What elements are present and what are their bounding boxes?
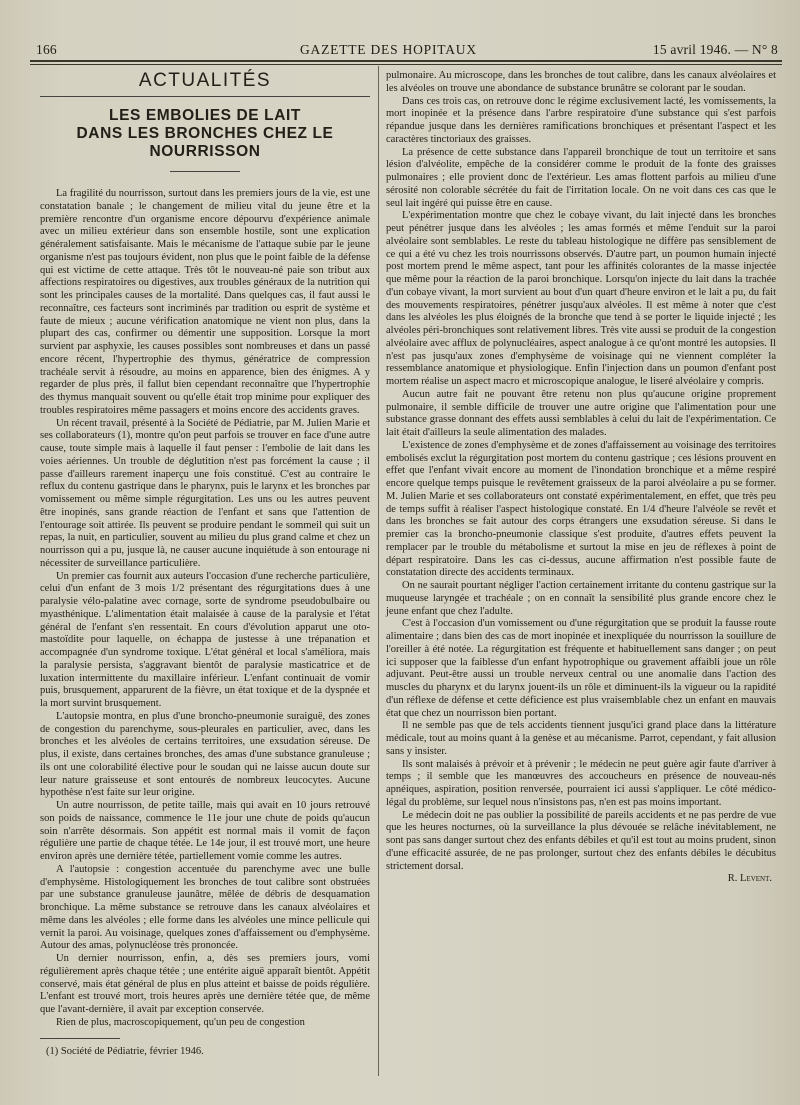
column-divider xyxy=(378,66,379,1076)
paragraph: Un récent travail, présenté à la Société de Pédiatrie, par M. Julien Marie et ses collaborateurs (1), montre qu'on peut parfois se trouver en face d'une autre cause, toute simple mais à laquelle il faut penser : l'embolie de lait dans les voies aériennes. Un trouble de déglutition n'est pas forcément la cause ; il passe d'ailleurs rarement inaperçu une fois constitué. C'est au contraire le reflux du contenu gastrique dans le pharynx, puis le larynx et les bronches par vomissement ou même simple régurgitation. Les uns ou les autres peuvent être inopinés, sans grande réaction de l'enfant et sans que l'attention de l'entourage soit attirée. Ils peuvent se produire pendant le sommeil qui suit un repas, la nuit, en particulier, souvent au milieu du plus grand calme et chez un nourrisson qui a pu, jusque là, ne causer aucune inquiétude à son entourage ni nécessiter de surveillance particulière. xyxy=(40,417,370,569)
right-column xyxy=(386,70,776,884)
paragraph: L'existence de zones d'emphysème et de zones d'affaissement au voisinage des territoires embolisés exclut la régurgitation post mortem du contenu gastrique ; ces lésions prouvent en effet que l'enfant vivait encore au moment de l'inondation bronchique et a même respiré encore quelque temps puisque le revêtement graisseux de la paroi alvéolaire a pu se former. M. Julien Marie et ses collaborateurs ont constaté expérimentalement, en effet, que très peu de temps suffit à réaliser l'aspect histologique constaté. En 1/4 d'heure l'alvéole se revêt et dans les bronches se fait autour des corps étrangers une exsudation séreuse. Si dans le premier cas la broncho-pneumonie classique s'est produite, d'autres effets peuvent la remplacer par le trouble du métabolisme et surtout la mise en jeu de réflexes à point de départ respiratoire. Dans les cas ci-dessus, aucune affirmation n'est possible faute de constatation directe des accidents terminaux. xyxy=(386,439,776,579)
paragraph: Le médecin doit ne pas oublier la possibilité de pareils accidents et ne pas perdre de vue que les heures nocturnes, où la surveillance la plus dévouée se relâche inévitablement, ne sont pas sans danger surtout chez des enfants débiles et qu'il est tout au moins prudent, sinon d'une efficacité assurée, de ne pas prolonger, surtout chez des enfants débiles le décubitus strictement dorsal. xyxy=(386,809,776,872)
section-rule xyxy=(40,96,370,97)
page-number: 166 xyxy=(36,42,57,57)
paragraph: On ne saurait pourtant négliger l'action certainement irritante du contenu gastrique sur la muqueuse laryngée et trachéale ; on en connaît la sensibilité plus grande encore chez le jeune enfant que chez l'adulte. xyxy=(386,580,776,617)
journal-name: GAZETTE DES HOPITAUX xyxy=(300,42,477,57)
paragraph: L'expérimentation montre que chez le cobaye vivant, du lait injecté dans les bronches peut pénétrer jusque dans les alvéoles ; les amas formés et même l'enduit sur la paroi alvéolaire sont semblables. Le reste du tableau histologique ne diffère pas sensiblement de ce qui a été vu chez les trois nourrissons observés. D'autre part, un poumon humain injecté post mortem prend le même aspect, tant pour les affinités colorantes de la masse injectée que même pour la réaction de la paroi bronchique. Lorsqu'on injecte du lait dans la trachée d'un cobaye vivant, la mort survient au bout d'un quart d'heure environ et le lait a pu, du fait des mouvements respiratoires, pénétrer jusqu'aux alvéoles. Il est même à noter que c'est dans les alvéoles les plus éloignés de la bronche que tend à se porter le liquide injecté ; les alvéoles péri-bronchiques sont relativement libres. Très vite aussi se produit de la congestion alvéolaire avec afflux de polynucléaires, aspect analogue à ce qu'ont montré les autopsies. Il n'est pas jusqu'aux zones d'emphysème de voisinage qui ne viennent compléter la ressemblance anatomique et physiologique. Enfin l'injection dans un poumon d'enfant post mortem réalise un aspect macro et microscopique analogue, le liseré alvéolaire y compris. xyxy=(386,210,776,387)
paragraph: C'est à l'occasion d'un vomissement ou d'une régurgitation que se produit la fausse route alimentaire ; dans bien des cas de mort inopinée et inexpliquée du nourrisson la souillure de l'oreiller à été notée. La régurgitation est fréquente et habituellement sans danger ; on peut ici supposer que la faiblesse d'un enfant hypotrophique ou gravement affaibli joue un rôle adjuvant. Peut-être aussi un trouble nerveux central ou une anomalie dans l'action des muscles du pharynx et du larynx jouent-ils un rôle et diminuent-ils la vigueur ou la rapidité d'un réflexe de défense et cette déficience est plus vraisemblable chez un enfant en mauvais état que chez un nourrisson bien portant. xyxy=(386,618,776,719)
paragraph: Un dernier nourrisson, enfin, a, dès ses premiers jours, vomi régulièrement après chaque tétée ; une entérite aiguë apparaît bientôt. Appétit conservé, mais état général de plus en plus atteint et baisse de poids régulière. L'enfant est trouvé mort, trois heures après une dernière tétée que, de même que l'avant-dernière, il avait par exception conservée. xyxy=(40,953,370,1015)
paragraph: Un autre nourrisson, de petite taille, mais qui avait en 10 jours retrouvé son poids de naissance, commence le 11e jour une chute de poids qu'aucun soin n'arrête désormais. Son appétit est normal mais il vomit de façon régulière une partie de chaque tétée. Le 14e jour, il est trouvé mort, une heure environ après une dernière tétée, partiellement vomie comme les autres. xyxy=(40,800,370,862)
article-title xyxy=(40,107,370,161)
paragraph: Rien de plus, macroscopiquement, qu'un peu de congestion xyxy=(56,1016,305,1028)
footnote-rule xyxy=(40,1038,120,1039)
issue-date: 15 avril 1946. — N° 8 xyxy=(652,42,778,57)
article-title-line-2: DANS LES BRONCHES CHEZ LE NOURRISSON xyxy=(76,125,334,160)
left-body xyxy=(40,188,370,1030)
running-header xyxy=(30,42,782,60)
paragraph: L'autopsie montra, en plus d'une broncho-pneumonie suraiguë, des zones de congestion du parenchyme, sous-pleurales en particulier, avec, dans les bronches et les alvéoles de certains territoires, une exsudation séreuse. De plus, il existe, dans certaines bronches, des amas d'une substance granuleuse ; ils ont une colorabilité élective pour le soudan qui ne laisse aucun doute sur leur nature graisseuse et sont entourés de nombreux leucocytes. Aucune hypothèse n'est faite sur leur origine. xyxy=(40,710,370,799)
title-rule xyxy=(170,171,240,172)
header-rule-thin xyxy=(30,64,782,65)
paragraph: A l'autopsie : congestion accentuée du parenchyme avec une bulle d'emphysème. Histologiquement les bronches de tout calibre sont obstruées par une substance granuleuse jaunâtre, mêlée de débris de desquamation bronchique. La même substance se retrouve dans les canaux alvéolaires et même dans les alvéoles ; elle forme dans les alvéoles une mince pellicule qui vernit la paroi. Au voisinage, quelques zones d'affaissement ou d'emphysème. Autour des amas, polynucléose très prononcée. xyxy=(40,863,370,952)
author-signature: R. Levent. xyxy=(727,873,772,885)
footnote: (1) Société de Pédiatrie, février 1946. xyxy=(46,1045,204,1057)
right-body xyxy=(386,70,776,873)
paragraph: Aucun autre fait ne pouvant être retenu non plus qu'aucune origine proprement pulmonaire, il semble difficile de trouver une autre origine que l'alimentation pour une substance grasse donnant des effets aussi semblables à celui du lait de l'expérimentation. Ce lait était d'ailleurs la seule alimentation des malades. xyxy=(386,388,776,438)
paragraph-continued: pulmonaire. Au microscope, dans les bronches de tout calibre, dans les canaux alvéolaires et les alvéoles on trouve une abondance de substance brunâtre se colorant par le soudan. xyxy=(386,70,776,94)
section-title: ACTUALITÉS xyxy=(138,70,272,91)
left-column xyxy=(40,70,370,1058)
paragraph: Dans ces trois cas, on retrouve donc le régime exclusivement lacté, les vomissements, la mort inopinée et la présence dans l'arbre respiratoire d'une substance qui s'est parfois répandue jusque dans les dernières ramifications bronchiques et présentant l'aspect et les caractères tinctoriaux des graisses. xyxy=(386,95,776,145)
header-rule xyxy=(30,60,782,62)
paragraph: Ils sont malaisés à prévoir et à prévenir ; le médecin ne peut guère agir faute d'arriver à temps ; il semble que les manœuvres des accoucheurs en présence de nouveau-nés apnéiques, aspiration, position renversée, pourraient ici aussi s'appliquer. Le côté médico-légal du problème, sur lequel nous n'insistons pas, n'en est pas moins important. xyxy=(386,758,776,808)
paragraph: La fragilité du nourrisson, surtout dans les premiers jours de la vie, est une constatation banale ; le changement de milieu vital du jeune être et la première rencontre d'un organisme encore dépourvu d'expérience animale avec un milieu extérieur dans son ensemble hostile, sont une explication généralement satisfaisante. Mais le mécanisme de l'attaque subie par le jeune organisme n'est pas toujours évident, non plus que le point faible de la défense qui est victime de cette attaque. Très tôt le nouveau-né paie son tribut aux affections respiratoires ou digestives, aux troubles généraux de la nutrition qui sont les principales causes de la mortalité. Dans quelques cas, il faut aussi le reconnaître, ces facteurs sont incriminés par tradition ou esprit de système et faute de mieux ; aucune vérification anatomique ne vient non plus, dans la plupart des cas, confirmer ou démentir une supposition. Lorsque la mort survient par asphyxie, les causes possibles sont nombreuses et dans un passé encore récent, l'hypertrophie des thymus, génératrice de compression trachéale servit à résoudre, au moins en apparence, bien des énigmes. A y regarder de plus près, il fallut bien cependant reconnaître que l'hypertrophie des thymus manquait souvent ou qu'elle était trop minime pour expliquer des troubles respiratoires même passagers et moins encore des accidents graves. xyxy=(40,188,370,416)
paragraph: La présence de cette substance dans l'appareil bronchique de tout un territoire et sans lésion d'alvéolite, empêche de la considérer comme le produit de la fonte des graisses pulmonaires ; elle provient donc de l'extérieur. Les amas flottent parfois au milieu d'une sérosité non colorable sécrétée du fait de l'irritation locale. On ne voit dans ces cas que le seul lait ingéré qui puisse être en cause. xyxy=(386,146,776,209)
paragraph: Un premier cas fournit aux auteurs l'occasion d'une recherche particulière, celui d'un enfant de 3 mois 1/2 présentant des régurgitations dues à une paralysie vélo-palatine avec cornage, sorte de syndrome pseudobulbaire ou myasthénique. L'alimentation était malaisée à cause de la paralysie et l'état général de l'enfant s'en ressentait. En cours d'évolution apparut une oto-mastoïdite pour laquelle, on échappa de justesse à une trépanation et accompagnée d'un syndrome toxique. L'état général et local s'améliora, mais la paralysie persista, s'aggravant bientôt de paralysie masticatrice et de luxation intermittente du maxillaire inférieur. L'enfant continuait de vomir puis, brusquement, apparurent de la fièvre, un état toxique et de la dyspnée et la mort survint brusquement. xyxy=(40,570,370,709)
article-title-line-1: LES EMBOLIES DE LAIT xyxy=(109,107,301,124)
paragraph: Il ne semble pas que de tels accidents tiennent jusqu'ici grand place dans la littérature médicale, tout au moins quant à la genèse et au mécanisme. Parrot, cependant, y fait allusion sans y insister. xyxy=(386,720,776,757)
